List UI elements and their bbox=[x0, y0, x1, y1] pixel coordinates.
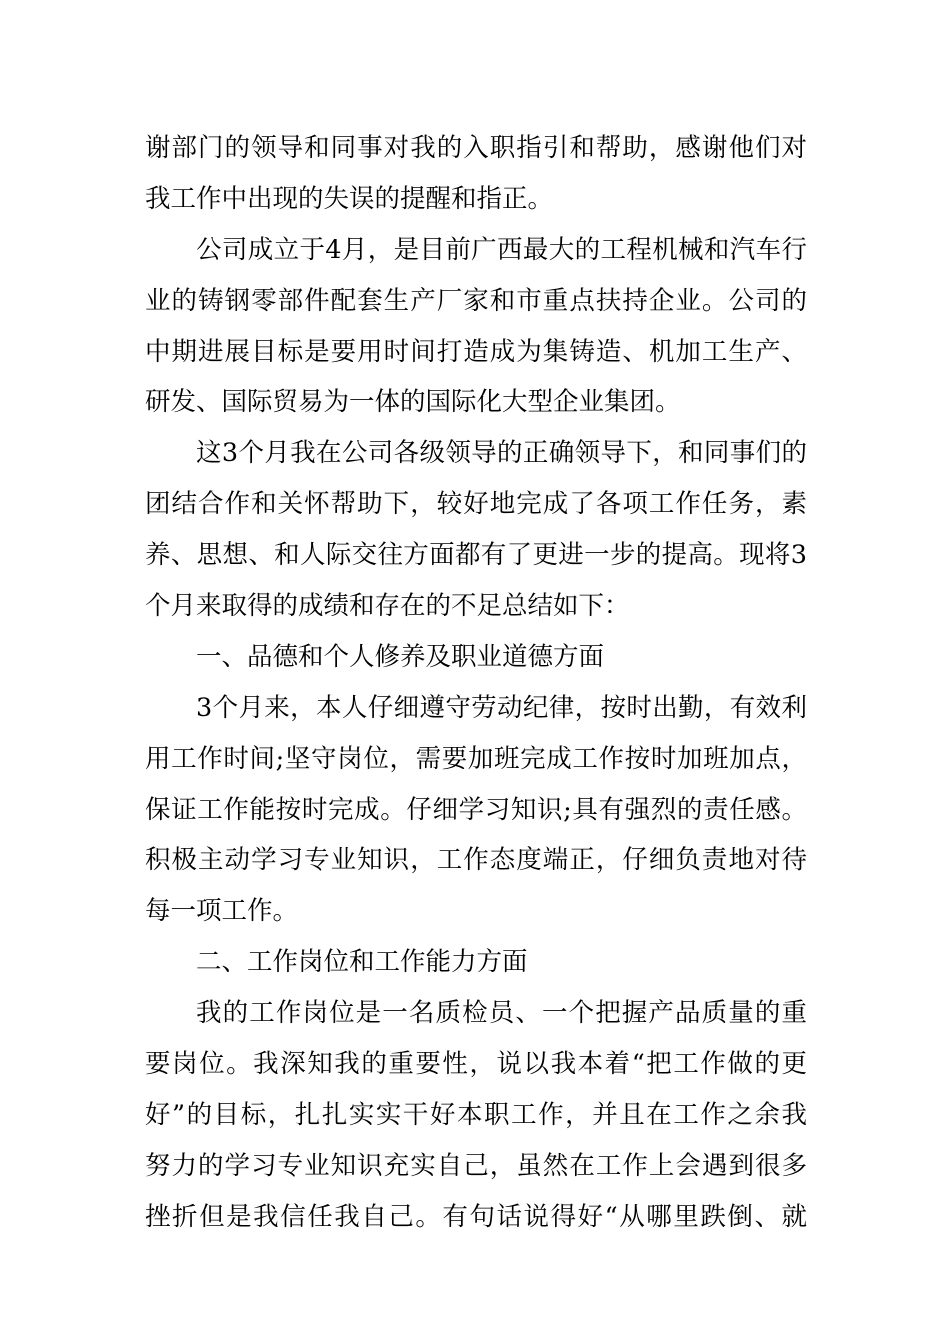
text-line: 我工作中出现的失误的提醒和指正。 bbox=[145, 183, 554, 214]
text-line: 业的铸钢零部件配套生产厂家和市重点扶持企业。公司的 bbox=[145, 285, 807, 316]
text-line: 一、品德和个人修养及职业道德方面 bbox=[196, 641, 605, 672]
text-line: 个月来取得的成绩和存在的不足总结如下： bbox=[145, 591, 630, 622]
text-line: 努力的学习专业知识充实自己，虽然在工作上会遇到很多 bbox=[145, 1150, 807, 1181]
text-line: 每一项工作。 bbox=[145, 896, 299, 927]
text-line: 研发、国际贸易为一体的国际化大型企业集团。 bbox=[145, 387, 681, 418]
text-line: 公司成立于4月，是目前广西最大的工程机械和汽车行 bbox=[196, 234, 807, 265]
text-line: 用工作时间;坚守岗位，需要加班完成工作按时加班加点， bbox=[145, 743, 807, 774]
text-line: 这3个月我在公司各级领导的正确领导下，和同事们的 bbox=[196, 438, 807, 469]
text-line: 我的工作岗位是一名质检员、一个把握产品质量的重 bbox=[196, 998, 807, 1029]
text-line: 团结合作和关怀帮助下，较好地完成了各项工作任务，素 bbox=[145, 489, 807, 520]
text-line: 要岗位。我深知我的重要性，说以我本着“把工作做的更 bbox=[145, 1049, 807, 1080]
text-line: 养、思想、和人际交往方面都有了更进一步的提高。现将3 bbox=[145, 540, 807, 571]
text-line: 保证工作能按时完成。仔细学习知识;具有强烈的责任感。 bbox=[145, 794, 807, 825]
text-line: 挫折但是我信任我自己。有句话说得好“从哪里跌倒、就 bbox=[145, 1201, 807, 1232]
text-line: 中期进展目标是要用时间打造成为集铸造、机加工生产、 bbox=[145, 336, 807, 367]
text-line: 谢部门的领导和同事对我的入职指引和帮助，感谢他们对 bbox=[145, 133, 807, 163]
text-line: 二、工作岗位和工作能力方面 bbox=[196, 947, 528, 978]
text-line: 好”的目标，扎扎实实干好本职工作，并且在工作之余我 bbox=[145, 1099, 807, 1130]
text-line: 积极主动学习专业知识，工作态度端正，仔细负责地对待 bbox=[145, 845, 807, 876]
document-body bbox=[145, 123, 807, 1243]
text-line: 3个月来，本人仔细遵守劳动纪律，按时出勤，有效利 bbox=[196, 692, 807, 723]
